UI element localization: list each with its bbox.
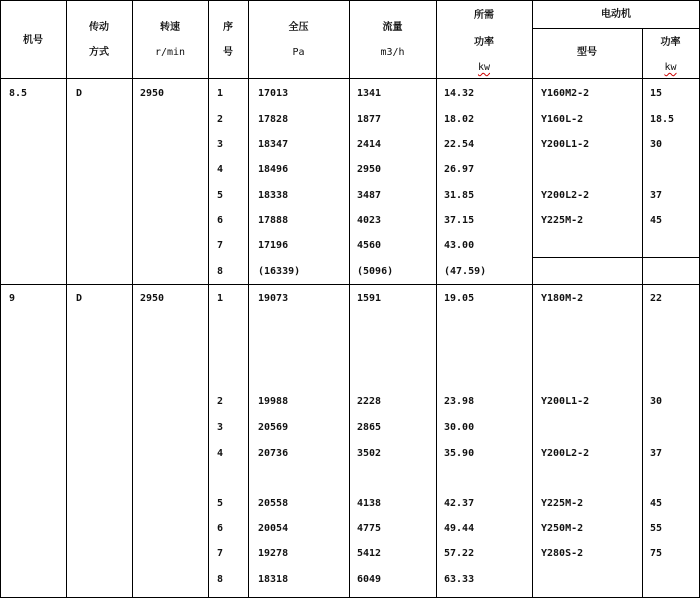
rule-group-divider [0, 284, 700, 285]
flow-cell: 2865 [357, 422, 382, 433]
motor-model-cell: Y200L1-2 [541, 396, 590, 407]
flow-cell: 1877 [357, 114, 382, 125]
pressure-cell: 19988 [258, 396, 289, 407]
power-cell: 35.90 [444, 448, 475, 459]
header-power-req-1: 所需 [474, 10, 494, 21]
seq-cell: 4 [217, 164, 224, 175]
rule-motor-header [532, 28, 700, 29]
flow-cell: 4023 [357, 215, 382, 226]
power-cell: 26.97 [444, 164, 475, 175]
motor-model-cell: Y200L2-2 [541, 448, 590, 459]
power-cell: 31.85 [444, 190, 475, 201]
header-speed-unit: r/min [154, 47, 186, 58]
motor-kw-cell: 18.5 [650, 114, 675, 125]
motor-model-cell: Y200L1-2 [541, 139, 590, 150]
seq-cell: 1 [217, 293, 224, 304]
seq-cell: 5 [217, 190, 224, 201]
pressure-cell: 20558 [258, 498, 289, 509]
flow-cell: (5096) [357, 266, 394, 277]
header-power-req-unit [436, 62, 532, 74]
pressure-cell: 20054 [258, 523, 289, 534]
motor-model-cell: Y280S-2 [541, 548, 584, 559]
seq-cell: 4 [217, 448, 224, 459]
flow-cell: 1341 [357, 88, 382, 99]
pressure-cell: 20736 [258, 448, 289, 459]
motor-kw-cell: 30 [650, 396, 663, 407]
power-cell: 14.32 [444, 88, 475, 99]
seq-cell: 5 [217, 498, 224, 509]
seq-cell: 8 [217, 266, 224, 277]
header-drive-2: 方式 [89, 47, 109, 58]
motor-kw-cell: 15 [650, 88, 663, 99]
header-motor-model: 型号 [577, 47, 597, 58]
power-cell: 23.98 [444, 396, 475, 407]
header-power-req-2: 功率 [474, 37, 494, 48]
motor-kw-cell: 45 [650, 498, 663, 509]
header-seq-1: 序 [223, 22, 233, 33]
power-cell: 63.33 [444, 574, 475, 585]
flow-cell: 4138 [357, 498, 382, 509]
motor-model-cell: Y160M2-2 [541, 88, 590, 99]
header-pressure: 全压 [288, 22, 309, 33]
seq-cell: 6 [217, 523, 224, 534]
seq-cell: 8 [217, 574, 224, 585]
pressure-cell: 18496 [258, 164, 289, 175]
motor-model-cell: Y225M-2 [541, 215, 584, 226]
flow-cell: 3502 [357, 448, 382, 459]
rule-col-7 [532, 0, 533, 598]
rule-header-bottom [0, 78, 700, 79]
power-cell: 30.00 [444, 422, 475, 433]
motor-model-cell: Y225M-2 [541, 498, 584, 509]
pressure-cell: (16339) [258, 266, 301, 277]
rule-col-2 [132, 0, 133, 598]
rule-left [0, 0, 1, 598]
header-drive-1: 传动 [89, 22, 109, 33]
rule-col-1 [66, 0, 67, 598]
rule-top [0, 0, 700, 1]
rule-col-5 [349, 0, 350, 598]
group-machine-no: 8.5 [9, 88, 28, 99]
power-cell: 42.37 [444, 498, 475, 509]
seq-cell: 7 [217, 548, 224, 559]
header-motor-power: 功率 [660, 37, 681, 48]
header-motor: 电动机 [601, 9, 631, 20]
pressure-cell: 18347 [258, 139, 289, 150]
group-speed: 2950 [140, 293, 165, 304]
flow-cell: 3487 [357, 190, 382, 201]
rule-motor-mid [532, 257, 700, 258]
flow-cell: 5412 [357, 548, 382, 559]
seq-cell: 2 [217, 396, 224, 407]
header-flow: 流量 [382, 22, 403, 33]
pressure-cell: 20569 [258, 422, 289, 433]
group-speed: 2950 [140, 88, 165, 99]
flow-cell: 4775 [357, 523, 382, 534]
header-pressure-unit: Pa [292, 47, 305, 58]
seq-cell: 1 [217, 88, 224, 99]
pressure-cell: 19073 [258, 293, 289, 304]
pressure-cell: 18318 [258, 574, 289, 585]
seq-cell: 3 [217, 422, 224, 433]
kw-unit-label: kw [477, 62, 491, 73]
pressure-cell: 17828 [258, 114, 289, 125]
power-cell: 22.54 [444, 139, 475, 150]
header-machine-no: 机号 [23, 35, 43, 46]
pressure-cell: 17013 [258, 88, 289, 99]
pressure-cell: 17196 [258, 240, 289, 251]
flow-cell: 2414 [357, 139, 382, 150]
header-seq-2: 号 [223, 47, 233, 58]
power-cell: 49.44 [444, 523, 475, 534]
pressure-cell: 18338 [258, 190, 289, 201]
motor-kw-cell: 45 [650, 215, 663, 226]
power-cell: 43.00 [444, 240, 475, 251]
motor-model-cell: Y200L2-2 [541, 190, 590, 201]
pressure-cell: 19278 [258, 548, 289, 559]
rule-col-8 [642, 28, 643, 598]
power-cell: 18.02 [444, 114, 475, 125]
group-machine-no: 9 [9, 293, 16, 304]
motor-model-cell: Y160L-2 [541, 114, 584, 125]
kw-unit-label: kw [664, 62, 677, 73]
group-drive: D [76, 293, 83, 304]
motor-kw-cell: 75 [650, 548, 663, 559]
header-motor-power-unit [642, 62, 699, 74]
motor-model-cell: Y250M-2 [541, 523, 584, 534]
power-cell: 37.15 [444, 215, 475, 226]
power-cell: 19.05 [444, 293, 475, 304]
motor-kw-cell: 30 [650, 139, 663, 150]
flow-cell: 2228 [357, 396, 382, 407]
rule-col-6 [436, 0, 437, 598]
seq-cell: 6 [217, 215, 224, 226]
motor-model-cell: Y180M-2 [541, 293, 584, 304]
header-flow-unit: m3/h [380, 47, 405, 58]
seq-cell: 7 [217, 240, 224, 251]
header-speed: 转速 [160, 22, 180, 33]
flow-cell: 4560 [357, 240, 382, 251]
flow-cell: 6049 [357, 574, 382, 585]
motor-kw-cell: 37 [650, 448, 663, 459]
seq-cell: 2 [217, 114, 224, 125]
rule-col-4 [248, 0, 249, 598]
seq-cell: 3 [217, 139, 224, 150]
group-drive: D [76, 88, 83, 99]
flow-cell: 1591 [357, 293, 382, 304]
power-cell: 57.22 [444, 548, 475, 559]
motor-kw-cell: 22 [650, 293, 663, 304]
rule-col-3 [208, 0, 209, 598]
flow-cell: 2950 [357, 164, 382, 175]
power-cell: (47.59) [444, 266, 487, 277]
motor-kw-cell: 55 [650, 523, 663, 534]
pressure-cell: 17888 [258, 215, 289, 226]
motor-kw-cell: 37 [650, 190, 663, 201]
